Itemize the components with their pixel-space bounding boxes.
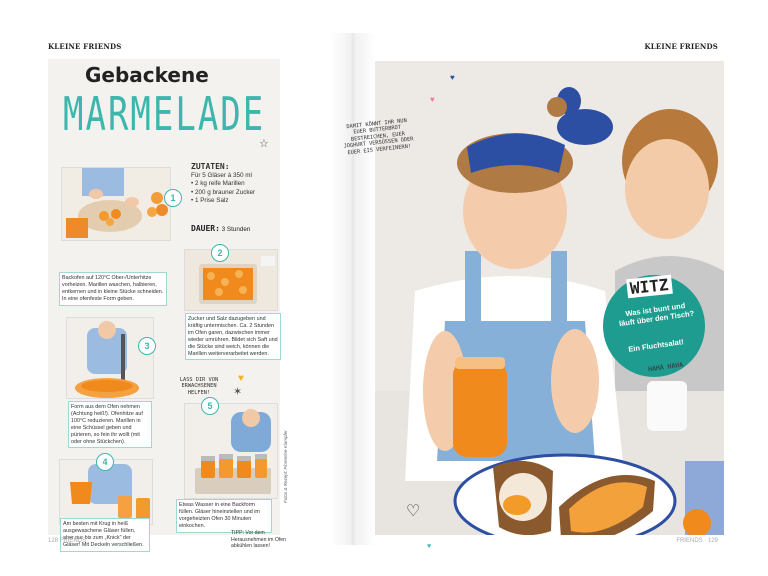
heart-icon: ♥ [427,543,432,550]
joke-title: WITZ [626,275,672,299]
spread-note: DAMIT KÖNNT IHR NUN EUER BUTTERBROT BESTREICHEN, EUER JOGHURT VERSÜSSEN ODER EUER EIS VERFEINERN! [343,117,414,156]
step-5-photo [184,403,278,499]
step-3-photo [66,317,154,399]
section-header-right: KLEINE FRIENDS [644,42,718,51]
duration-value: 3 Stunden [221,226,251,233]
sparkle-icon: ✶ [233,386,243,398]
page-gutter [331,33,375,545]
duration-block [191,224,250,233]
magazine-spread [44,33,724,550]
ingredient-item: • 200 g brauner Zucker [191,188,256,196]
photo-credit: Fotos & Rezept: Florentine Klampfer [283,430,288,503]
title-line-2: MARMELADE [63,88,266,142]
ingredients-block [191,163,281,206]
duration-label: DAUER: [191,224,220,233]
heart-icon: ♥ [430,95,435,104]
ingredient-item: Für 5 Gläser à 350 ml [191,171,252,179]
step-2-number: 2 [211,244,229,262]
ingredient-item: • 1 Prise Salz [191,197,229,204]
ingredients-label: ZUTATEN: [191,162,230,171]
help-note: LASS DIR VON ERWACHSENEN HELFEN! [179,377,219,396]
joke-question: Was ist bunt und läuft über den Tisch? [618,300,695,329]
step-3-text: Form aus dem Ofen nehmen (Achtung heiß!). Ofenhitze auf 100°C reduzieren. Marillen in eine Schüssel geben und pürieren, so fein ihr wollt (mit oder ohne Stückchen). [68,401,152,448]
page-number-right: FRIENDS · 129 [676,538,718,544]
step-4-text: Am besten mit Krug in heiß ausgewaschene Gläser füllen, aber nur bis zum „Knick" der Gläser! Mit Deckeln verschließen. [60,518,150,552]
ingredient-item: • 2 kg reife Marillen [191,180,245,187]
step-4-number: 4 [96,453,114,471]
step-3-number: 3 [138,337,156,355]
heart-outline-icon: ♡ [406,503,421,520]
tip-text: TIPP: Vor dem Herausnehmen im Ofen abkühlen lassen! [231,530,287,550]
heart-icon: ♥ [450,73,455,82]
step-5-number: 5 [201,397,219,415]
step-1-text: Backofen auf 120°C Ober-/Unterhitze vorheizen. Marillen waschen, halbieren, entkernen und in kleine Stücke schneiden. In eine ofenfeste Form geben. [59,272,167,306]
page-number-left: 128 FRIENDS [48,538,87,544]
section-header-left: KLEINE FRIENDS [48,42,122,51]
joke-answer: Ein Fluchtsalat! [627,337,685,354]
heart-icon: ♥ [238,373,244,384]
step-2-text: Zucker und Salz dazugeben und kräftig untermischen. Ca. 2 Stunden im Ofen garen, dazwischen immer wieder umrühren. Bildet sich Saft und die Stücke sind weich, können die Marillen weiterverarbeitet werden. [185,313,281,360]
step-2-photo [184,249,278,311]
step-1-number: 1 [164,189,182,207]
joke-circle [603,275,705,377]
star-icon: ☆ [259,138,269,150]
step-5-text: Etwas Wasser in eine Backform füllen. Gläser hineinstellen und im vorgeheizten Ofen 30 Minuten einkochen. [176,499,272,533]
step-1-photo [61,167,171,241]
tip-note [231,530,293,550]
title-line-1: Gebackene [85,63,209,87]
joke-laugh: HAHA HAHA [647,360,684,374]
